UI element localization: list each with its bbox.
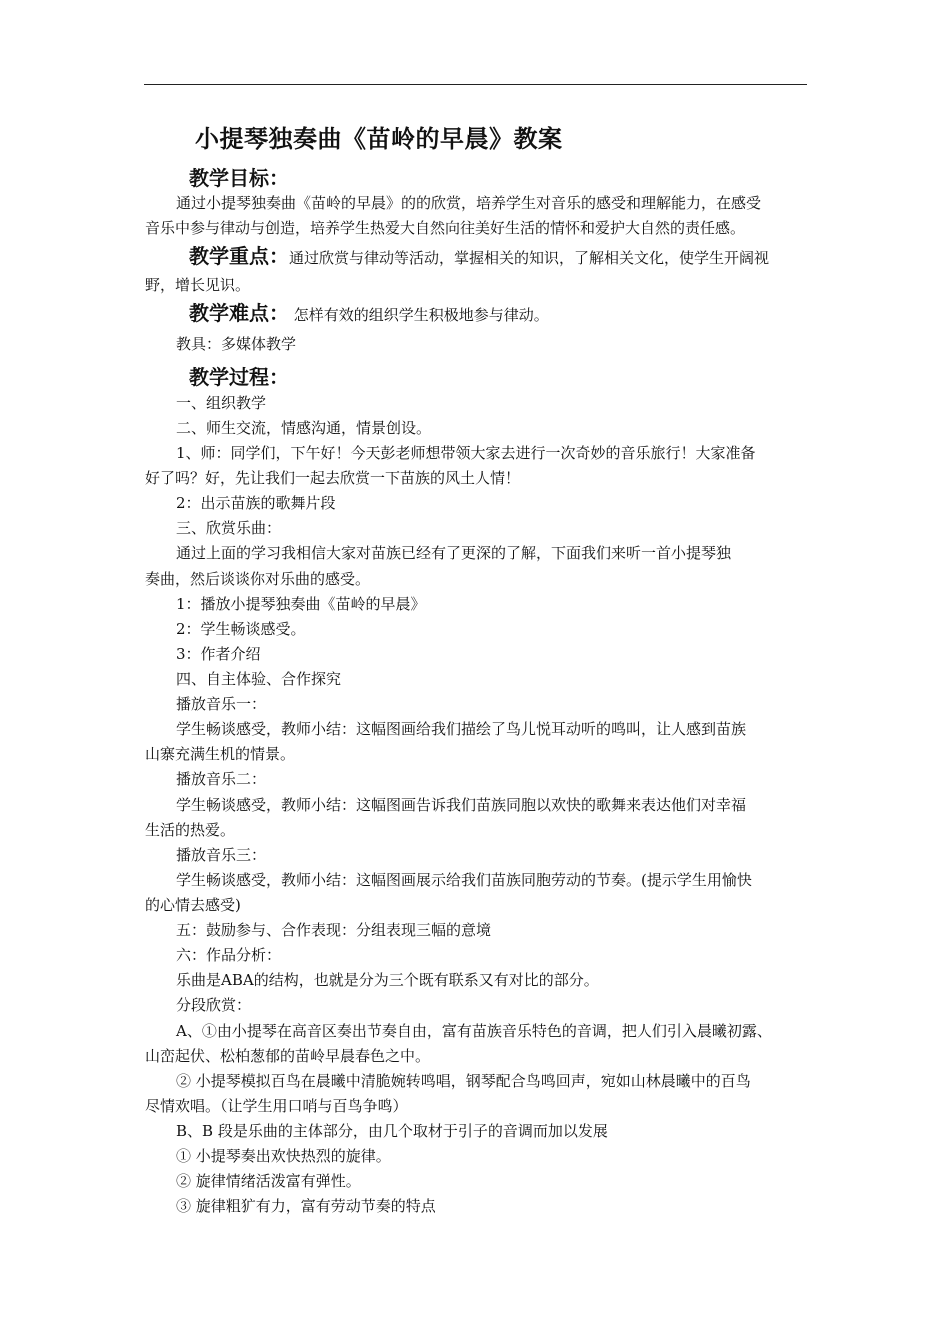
process-line: B、B 段是乐曲的主体部分，由几个取材于引子的音调而加以发展	[176, 1122, 608, 1140]
process-line: 的心情去感受)	[145, 896, 241, 914]
process-line: 通过上面的学习我相信大家对苗族已经有了更深的了解，下面我们来听一首小提琴独	[176, 544, 732, 562]
objectives-text-line2: 音乐中参与律动与创造，培养学生热爱大自然向往美好生活的情怀和爱护大自然的责任感。	[145, 219, 746, 237]
process-line: 1、师：同学们，下午好！今天彭老师想带领大家去进行一次奇妙的音乐旅行！大家准备	[176, 444, 756, 462]
document-title: 小提琴独奏曲《苗岭的早晨》教案	[195, 124, 563, 153]
process-line: 尽情欢唱。（让学生用口哨与百鸟争鸣）	[145, 1097, 408, 1115]
header-rule	[144, 84, 807, 85]
process-line: 山峦起伏、松柏葱郁的苗岭早晨春色之中。	[145, 1047, 431, 1065]
process-line: 乐曲是ABA的结构，也就是分为三个既有联系又有对比的部分。	[176, 971, 599, 989]
process-line: 五：鼓励参与、合作表现：分组表现三幅的意境	[176, 921, 492, 939]
teaching-tools: 教具：多媒体教学	[176, 335, 297, 353]
difficulties-text: 怎样有效的组织学生积极地参与律动。	[289, 306, 549, 324]
process-line: ③ 旋律粗犷有力，富有劳动节奏的特点	[176, 1197, 436, 1215]
key-points-line2: 野，增长见识。	[145, 276, 251, 294]
process-line: 播放音乐三：	[176, 846, 267, 864]
process-line: 2：出示苗族的歌舞片段	[176, 494, 336, 512]
process-line: 六：作品分析：	[176, 946, 282, 964]
difficulties-heading: 教学难点：	[189, 301, 289, 325]
process-line: 四、自主体验、合作探究	[176, 670, 342, 688]
process-line: ① 小提琴奏出欢快热烈的旋律。	[176, 1147, 391, 1165]
process-line: 好了吗？好，先让我们一起去欣赏一下苗族的风土人情！	[145, 469, 521, 487]
process-line: 学生畅谈感受，教师小结：这幅图画展示给我们苗族同胞劳动的节奏。(提示学生用愉快	[176, 871, 752, 889]
key-points-text: 通过欣赏与律动等活动，掌握相关的知识，了解相关文化，使学生开阔视	[289, 249, 770, 267]
process-line: A、①由小提琴在高音区奏出节奏自由，富有苗族音乐特色的音调，把人们引入晨曦初露、	[176, 1022, 772, 1040]
process-line: 1：播放小提琴独奏曲《苗岭的早晨》	[176, 595, 426, 613]
process-line: 三、欣赏乐曲：	[176, 519, 282, 537]
objectives-heading: 教学目标：	[189, 166, 289, 190]
process-line: ② 旋律情绪活泼富有弹性。	[176, 1172, 361, 1190]
process-line: 一、组织教学	[176, 394, 267, 412]
process-line: 二、师生交流，情感沟通，情景创设。	[176, 419, 432, 437]
process-line: 山寨充满生机的情景。	[145, 745, 296, 763]
process-line: 生活的热爱。	[145, 821, 236, 839]
difficulties-line	[189, 301, 549, 325]
process-line: 3：作者介绍	[176, 645, 261, 663]
process-line: 播放音乐二：	[176, 770, 267, 788]
process-line: 2：学生畅谈感受。	[176, 620, 306, 638]
process-line: 学生畅谈感受，教师小结：这幅图画告诉我们苗族同胞以欢快的歌舞来表达他们对幸福	[176, 796, 747, 814]
key-points-heading: 教学重点：	[189, 244, 289, 268]
process-line: 奏曲，然后谈谈你对乐曲的感受。	[145, 570, 371, 588]
process-line: ② 小提琴模拟百鸟在晨曦中清脆婉转鸣唱，钢琴配合鸟鸣回声，宛如山林晨曦中的百鸟	[176, 1072, 751, 1090]
process-heading: 教学过程：	[189, 365, 289, 389]
process-line: 分段欣赏：	[176, 996, 252, 1014]
key-points-line1	[189, 244, 770, 268]
process-line: 播放音乐一：	[176, 695, 267, 713]
process-line: 学生畅谈感受，教师小结：这幅图画给我们描绘了鸟儿悦耳动听的鸣叫，让人感到苗族	[176, 720, 747, 738]
objectives-text-line1: 通过小提琴独奏曲《苗岭的早晨》的的欣赏，培养学生对音乐的感受和理解能力，在感受	[176, 194, 762, 212]
